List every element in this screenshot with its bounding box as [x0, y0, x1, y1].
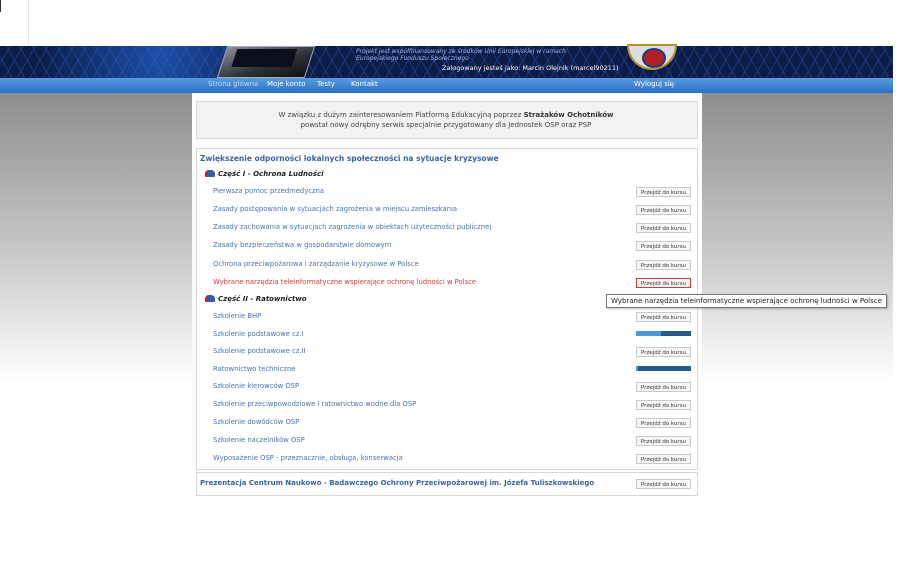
go-to-course-button[interactable]: Przejdź do kursu [636, 418, 691, 428]
link-tooltip: Wybrane narzędzia teleinformatyczne wspierające ochronę ludności w Polsce [606, 294, 887, 308]
go-to-course-button[interactable]: Przejdź do kursu [636, 436, 691, 446]
progress-fill [636, 366, 638, 371]
nav-contact[interactable]: Kontakt [351, 80, 378, 88]
progress-fill [636, 331, 661, 336]
go-to-course-button[interactable]: Przejdź do kursu [636, 241, 691, 251]
course-link[interactable]: Pierwsza pomoc przedmedyczna [213, 187, 325, 195]
course-link-hovered[interactable]: Wybrane narzędzia teleinformatyczne wspierające ochronę ludności w Polsce [213, 278, 477, 286]
course-progress-bar [636, 366, 691, 371]
notice-line-1: W związku z dużym zainteresowaniem Platformą Edukacyjną poprzez Strażaków Ochotników [278, 111, 614, 119]
logout-link[interactable]: Wyloguj się [634, 80, 675, 88]
course-link[interactable]: Szkolenie BHP [213, 312, 262, 320]
go-to-course-button[interactable]: Przejdź do kursu [636, 187, 691, 197]
main-navbar [0, 78, 893, 93]
go-to-course-button[interactable]: Przejdź do kursu [636, 260, 691, 270]
course-link[interactable]: Szkolenie dowódców OSP [213, 418, 300, 426]
part-heading: Część I - Ochrona Ludności [205, 170, 324, 178]
course-link[interactable]: Szkolenie podstawowe cz.II [213, 347, 306, 355]
eu-funding-note: Projekt jest współfinansowany ze środków Unii Europejskiej w ramach Europejskiego Funduszu Społecznego [356, 48, 566, 62]
section-title[interactable]: Zwiększenie odporności lokalnych społeczności na sytuacje kryzysowe [200, 154, 499, 163]
notice-box [196, 101, 698, 139]
helmet-icon [205, 170, 215, 177]
presentation-title[interactable]: Prezentacja Centrum Naukowo - Badawczego Ochrony Przeciwpożarowej im. Józefa Tuliszkowskiego [200, 479, 595, 487]
go-to-course-button[interactable]: Przejdź do kursu [636, 347, 691, 357]
course-link[interactable]: Zasady postępowania w sytuacjach zagrożenia w miejscu zamieszkania [213, 205, 458, 213]
nav-my-account[interactable]: Moje konto [267, 80, 306, 88]
nav-tests[interactable]: Testy [317, 80, 335, 88]
course-link[interactable]: Szkolenie podstawowe cz.I [213, 330, 304, 338]
part-heading: Część II - Ratownictwo [205, 295, 307, 303]
laptop-image [217, 46, 315, 78]
go-to-course-button[interactable]: Przejdź do kursu [636, 278, 691, 288]
notice-line-2: powstał nowy odrębny serwis specjalnie przygotowany dla Jednostek OSP oraz PSP [300, 121, 592, 129]
blank-frame [0, 0, 29, 47]
course-link[interactable]: Ochrona przeciwpożarowa i zarządzanie kryzysowe w Polsce [213, 260, 419, 268]
course-link[interactable]: Zasady zachowania w sytuacjach zagrożenia w obiektach użyteczności publicznej [213, 223, 492, 231]
course-link[interactable]: Szkolenie przeciwpowodziowe i ratownictwo wodne dla OSP [213, 400, 417, 408]
go-to-course-button[interactable]: Przejdź do kursu [636, 223, 691, 233]
course-link[interactable]: Szkolenie naczelników OSP [213, 436, 305, 444]
go-to-course-button[interactable]: Przejdź do kursu [636, 205, 691, 215]
go-to-course-button[interactable]: Przejdź do kursu [636, 312, 691, 322]
go-to-course-button[interactable]: Przejdź do kursu [636, 400, 691, 410]
go-to-course-button[interactable]: Przejdź do kursu [636, 454, 691, 464]
course-link[interactable]: Szkolenie kierowców OSP [213, 382, 300, 390]
course-link[interactable]: Zasady bezpieczeństwa w gospodarstwie domowym [213, 241, 392, 249]
text-cursor [0, 0, 1, 12]
browser-blank-area [0, 0, 900, 46]
course-link[interactable]: Wyposażenie OSP - przeznacznie, obsługa, konserwacja [213, 454, 403, 462]
logged-in-user: Zalogowany jesteś jako: Marcin Olejnik (marcel90211) [442, 64, 619, 72]
course-progress-bar [636, 331, 691, 336]
go-to-course-button[interactable]: Przejdź do kursu [636, 479, 691, 489]
go-to-course-button[interactable]: Przejdź do kursu [636, 382, 691, 392]
course-link[interactable]: Ratownictwo techniczne [213, 365, 296, 373]
nav-home[interactable]: Strona główna [208, 80, 259, 88]
helmet-icon [205, 295, 215, 302]
